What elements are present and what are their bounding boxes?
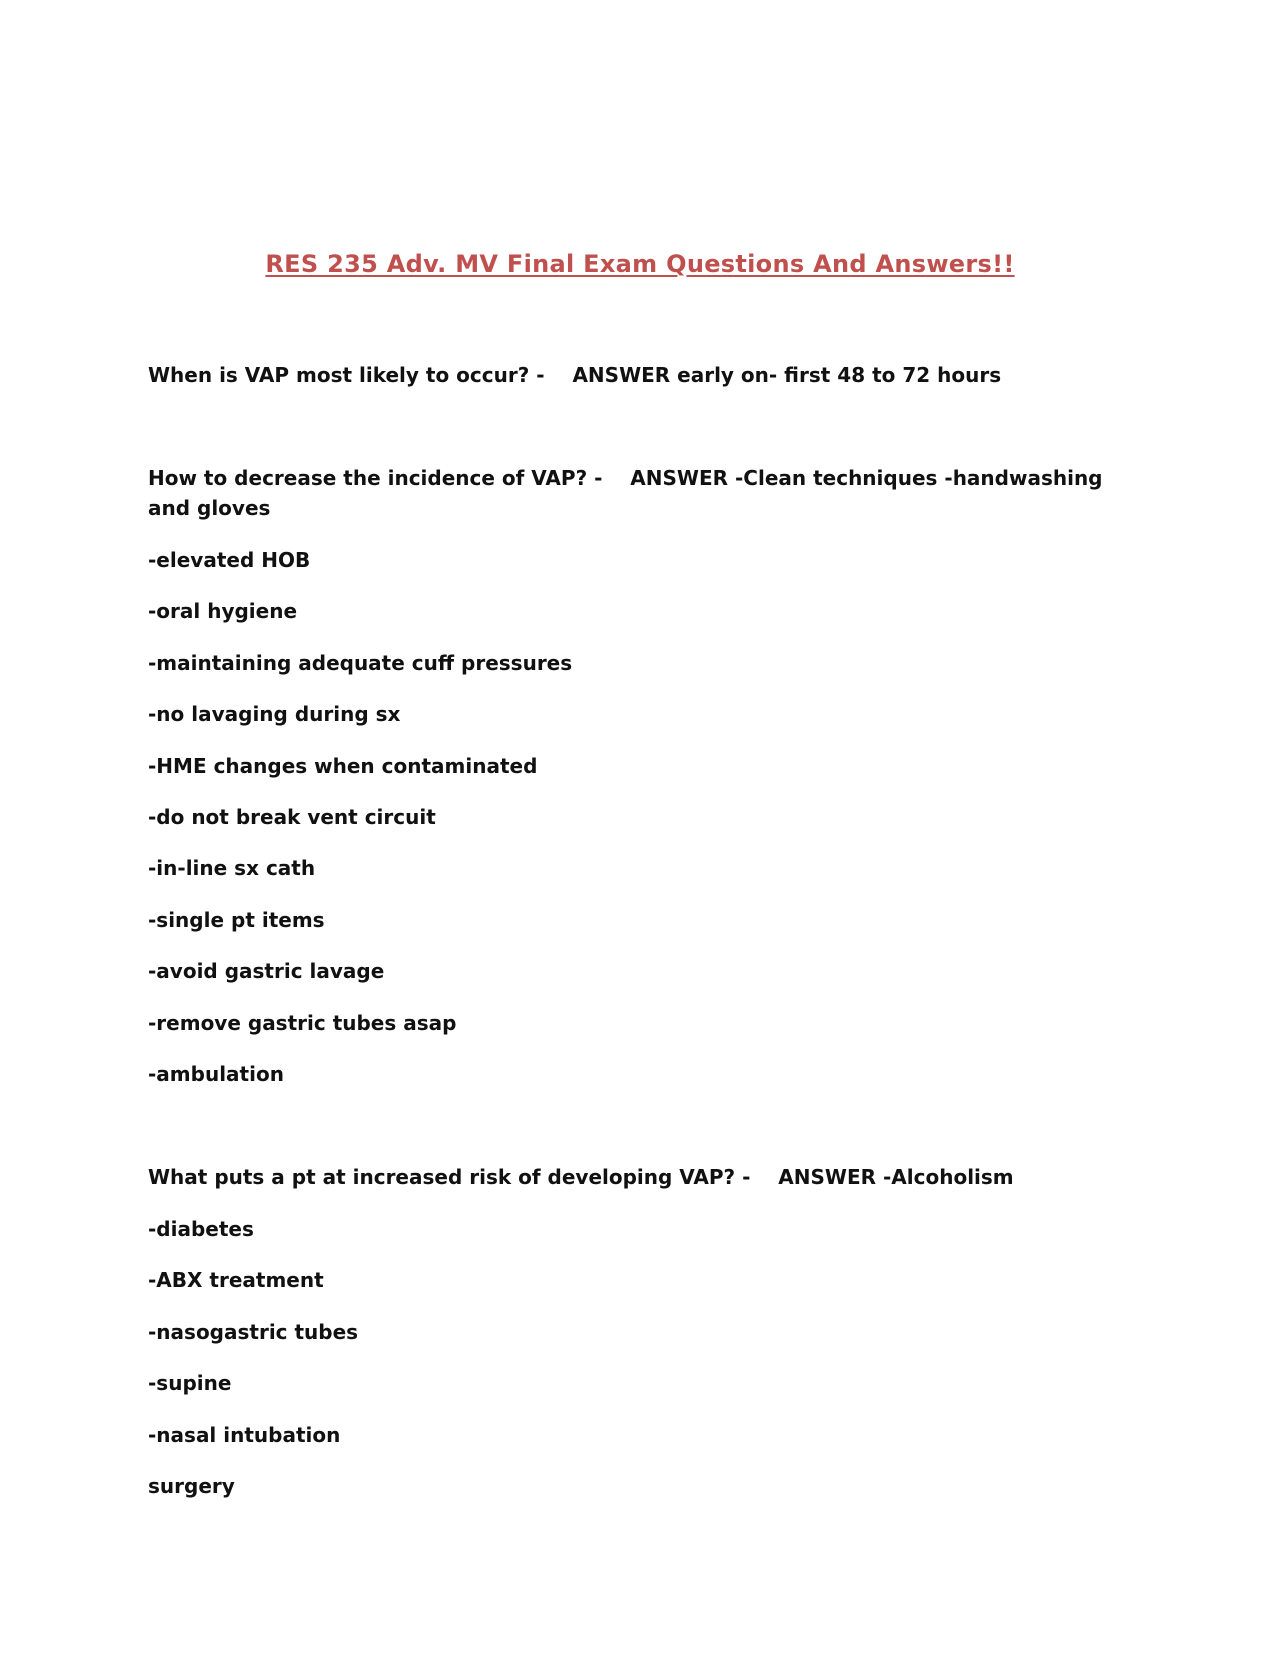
list-item: -remove gastric tubes asap: [148, 1011, 457, 1035]
list-item: -avoid gastric lavage: [148, 959, 385, 983]
list-item: -ABX treatment: [148, 1268, 324, 1292]
list-item: -HME changes when contaminated: [148, 754, 538, 778]
list-item: -diabetes: [148, 1217, 254, 1241]
list-item: -ambulation: [148, 1062, 284, 1086]
list-item: -elevated HOB: [148, 548, 311, 572]
question-1: When is VAP most likely to occur? - ANSWER early on- first 48 to 72 hours: [148, 363, 1002, 387]
list-item: -in-line sx cath: [148, 856, 316, 880]
list-item: -supine: [148, 1371, 232, 1395]
list-item: -maintaining adequate cuff pressures: [148, 651, 573, 675]
question-2: How to decrease the incidence of VAP? - ANSWER -Clean techniques -handwashing and gloves: [148, 466, 1110, 520]
list-item: -do not break vent circuit: [148, 805, 436, 829]
list-item: -nasogastric tubes: [148, 1320, 359, 1344]
list-item: surgery: [148, 1474, 235, 1498]
question-3: What puts a pt at increased risk of developing VAP? - ANSWER -Alcoholism: [148, 1165, 1014, 1189]
list-item: -no lavaging during sx: [148, 702, 401, 726]
list-item: -nasal intubation: [148, 1423, 341, 1447]
document-title: RES 235 Adv. MV Final Exam Questions And Answers!!: [265, 250, 1015, 278]
list-item: -single pt items: [148, 908, 325, 932]
list-item: -oral hygiene: [148, 599, 298, 623]
